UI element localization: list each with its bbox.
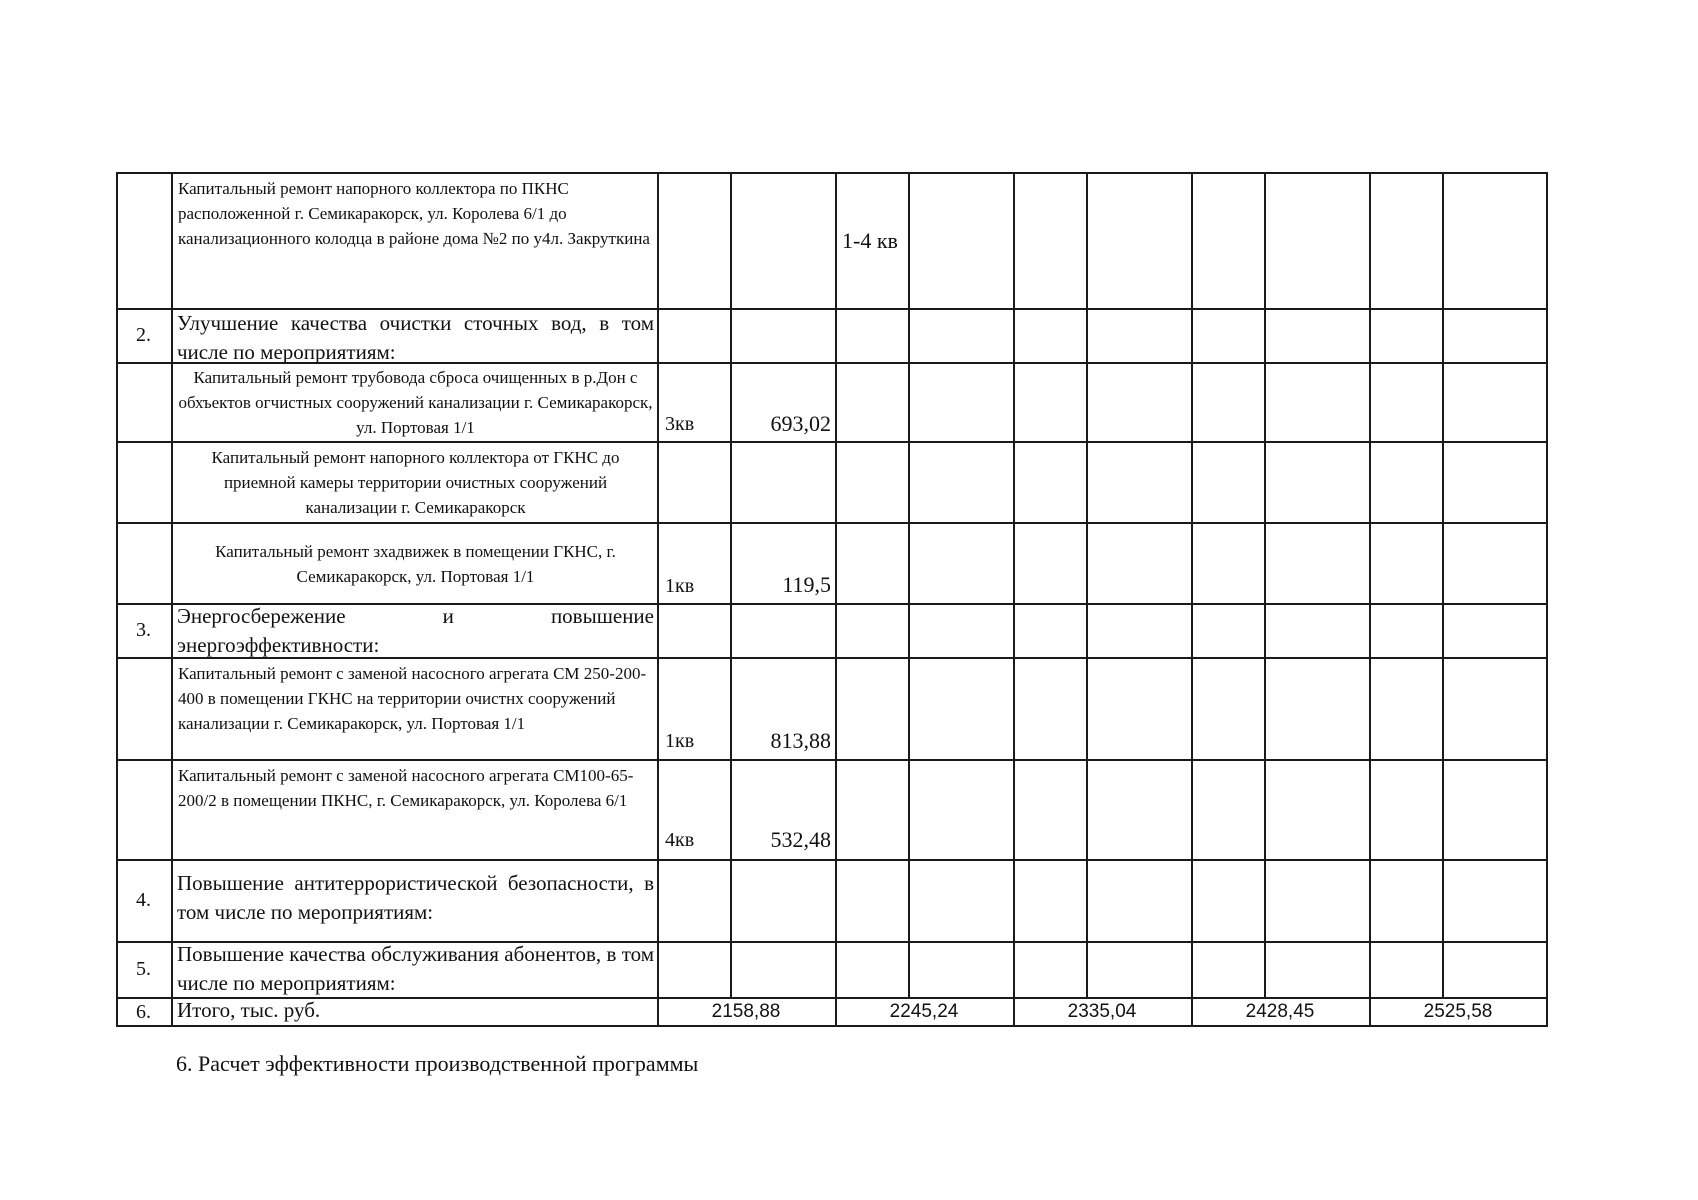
section-number: 3.: [136, 618, 151, 641]
item-amount: 532,48: [770, 827, 831, 852]
item-amount: 693,02: [770, 411, 831, 436]
column-divider: [1086, 172, 1088, 997]
item-description: Капитальный ремонт с заменой насосного агрегата СМ100-65-200/2 в помещении ПКНС, г. Семикаракорск, ул. Королева 6/1: [178, 766, 634, 810]
item-description: Капитальный ремонт трубовода сброса очищенных в р.Дон с обхъектов огчистных сооружений канализации г. Семикаракорск, ул. Портовая 1/1: [178, 368, 653, 437]
section-title: Повышение качества обслуживания абонентов, в том числе по мероприятиям:: [177, 942, 654, 995]
item-period: 1-4 кв: [842, 228, 898, 253]
section-title: Улучшение качества очистки сточных вод, в том числе по мероприятиям:: [177, 311, 654, 364]
total-value: 2428,45: [1245, 1001, 1315, 1022]
section-number: 2.: [136, 323, 151, 346]
item-amount: 119,5: [782, 572, 831, 597]
total-value: 2525,58: [1423, 1001, 1493, 1022]
section-title-line2: энергоэффективности:: [177, 633, 380, 657]
section-title-line1: Энергосбережение и повышение: [177, 604, 654, 628]
item-description: Капитальный ремонт зхадвижек в помещении ГКНС, г. Семикаракорск, ул. Портовая 1/1: [215, 542, 616, 586]
section-number: 6.: [136, 1000, 151, 1023]
column-divider: [1013, 172, 1015, 1027]
section-title: Повышение антитеррористической безопасности, в том числе по мероприятиям:: [177, 871, 654, 924]
column-divider: [1369, 172, 1371, 1027]
column-divider: [835, 172, 837, 1027]
item-quarter: 4кв: [665, 829, 695, 851]
item-description: Капитальный ремонт напорного коллектора от ГКНС до приемной камеры территории очистных сооружений канализации г. Семикаракорск: [211, 448, 620, 517]
total-value: 2335,04: [1067, 1001, 1137, 1022]
column-divider: [1442, 172, 1444, 997]
program-table: [116, 172, 1548, 1027]
column-divider: [657, 172, 659, 1027]
column-divider: [1191, 172, 1193, 1027]
total-value: 2158,88: [711, 1001, 781, 1022]
item-description: Капитальный ремонт с заменой насосного агрегата СМ 250-200-400 в помещении ГКНС на территории очистнх сооружений канализации г. Семикаракорск, ул. Портовая 1/1: [178, 664, 647, 733]
row-divider: [116, 522, 1548, 524]
column-divider: [908, 172, 910, 997]
section-heading: 6. Расчет эффективности производственной программы: [176, 1051, 699, 1076]
column-divider: [1264, 172, 1266, 997]
row-divider: [116, 859, 1548, 861]
item-amount: 813,88: [770, 728, 831, 753]
section-number: 5.: [136, 957, 151, 980]
item-quarter: 1кв: [665, 730, 695, 752]
item-quarter: 3кв: [665, 413, 695, 435]
total-label: Итого, тыс. руб.: [177, 998, 321, 1022]
item-description: Капитальный ремонт напорного коллектора по ПКНС расположенной г. Семикаракорск, ул. Королева 6/1 до канализационного колодца в районе дома №2 по у4л. Закруткина: [178, 179, 650, 248]
item-quarter: 1кв: [665, 575, 695, 597]
section-number: 4.: [136, 888, 151, 911]
table-border-right: [1546, 172, 1548, 1027]
total-value: 2245,24: [889, 1001, 959, 1022]
